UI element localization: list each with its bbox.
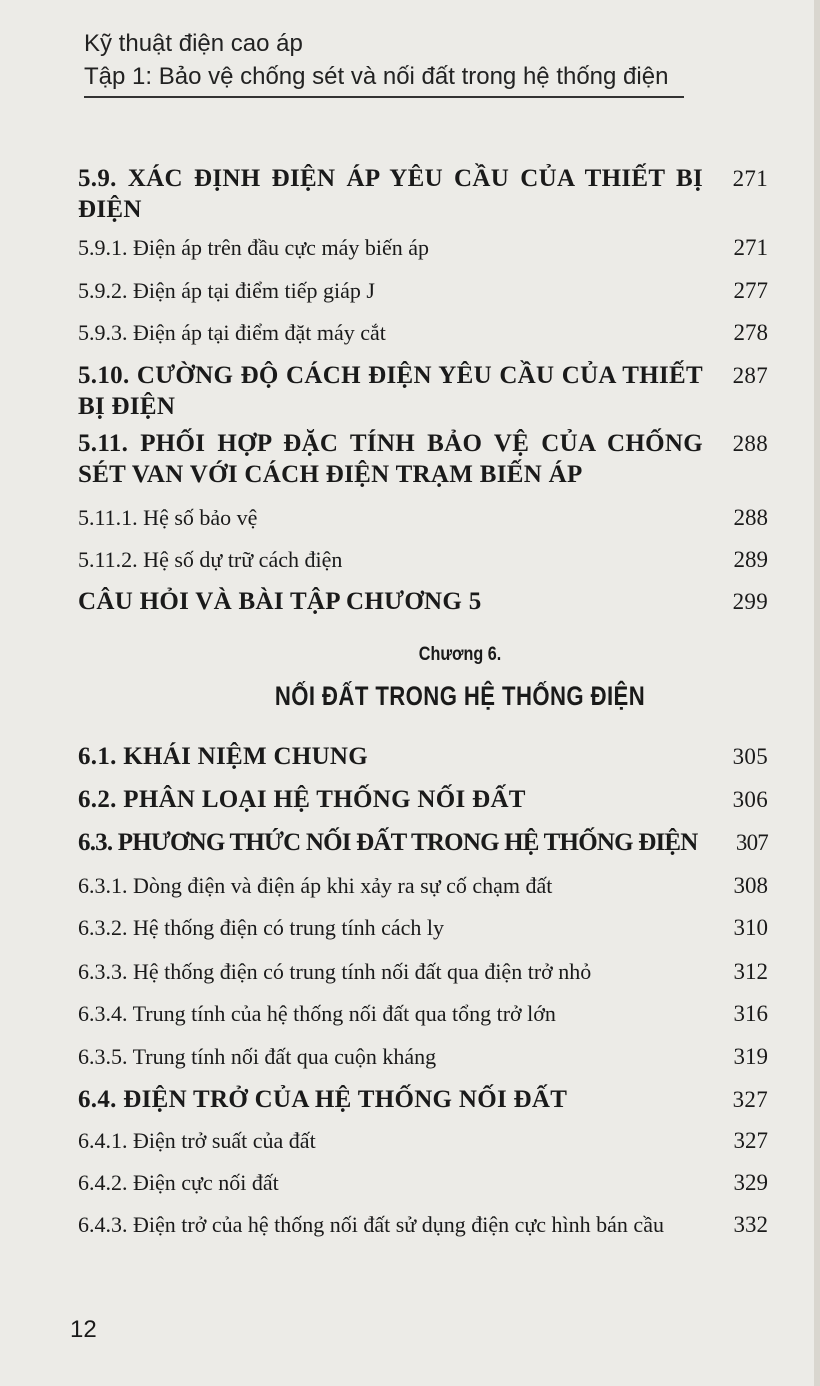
toc-entry-title: 5.11.2. Hệ số dự trữ cách điện (78, 547, 343, 572)
toc-entry-6-4-3[interactable] (78, 1210, 768, 1240)
toc-entry-6-4[interactable] (78, 1084, 768, 1115)
toc-entry-title: 6.4.2. Điện cực nối đất (78, 1170, 279, 1195)
toc-entry-page: 329 (733, 1170, 768, 1195)
chapter-number: Chương 6. (418, 644, 502, 665)
toc-entry-5-11[interactable] (78, 428, 768, 490)
toc-entry-page: 327 (733, 1128, 768, 1153)
toc-entry-title: 6.1. KHÁI NIỆM CHUNG (78, 743, 369, 770)
toc-entry-page: 278 (733, 320, 768, 345)
toc-entry-page: 271 (733, 235, 768, 260)
toc-entry-page: 312 (733, 959, 768, 984)
toc-entry-page: 310 (733, 915, 768, 940)
toc-entry-page: 327 (732, 1087, 768, 1112)
toc-entry-6-2[interactable] (78, 784, 768, 815)
toc-entry-6-3-3[interactable] (78, 957, 768, 987)
toc-entry-page: 299 (732, 589, 768, 614)
toc-entry-6-3-5[interactable] (78, 1042, 768, 1072)
toc-entry-title: 5.11.1. Hệ số bảo vệ (78, 505, 258, 530)
book-subtitle: Tập 1: Bảo vệ chống sét và nối đất trong hệ thống điện (84, 60, 684, 98)
toc-entry-title: 6.3. PHƯƠNG THỨC NỐI ĐẤT TRONG HỆ THỐNG ĐIỆN (78, 829, 698, 856)
toc-entry-page: 288 (732, 431, 768, 456)
toc-entry-title: 5.10. CƯỜNG ĐỘ CÁCH ĐIỆN YÊU CẦU CỦA THIẾT BỊ ĐIỆN (78, 362, 703, 420)
toc-entry-title: 6.3.4. Trung tính của hệ thống nối đất qua tổng trở lớn (78, 1001, 556, 1026)
toc-entry-title: CÂU HỎI VÀ BÀI TẬP CHƯƠNG 5 (78, 588, 482, 615)
toc-entry-title: 6.3.1. Dòng điện và điện áp khi xảy ra sự cố chạm đất (78, 873, 553, 898)
toc-entry-title: 6.2. PHÂN LOẠI HỆ THỐNG NỐI ĐẤT (78, 786, 526, 813)
toc-entry-5-9-3[interactable] (78, 318, 768, 348)
toc-entry-title: 6.4.3. Điện trở của hệ thống nối đất sử dụng điện cực hình bán cầu (78, 1212, 664, 1237)
toc-entry-page: 308 (733, 873, 768, 898)
toc-entry-page: 288 (733, 505, 768, 530)
toc-entry-title: 5.9. XÁC ĐỊNH ĐIỆN ÁP YÊU CẦU CỦA THIẾT BỊ ĐIỆN (78, 165, 703, 223)
toc-entry-title: 5.11. PHỐI HỢP ĐẶC TÍNH BẢO VỆ CỦA CHỐNG SÉT VAN VỚI CÁCH ĐIỆN TRẠM BIẾN ÁP (78, 430, 703, 488)
toc-entry-5-9-1[interactable] (78, 233, 768, 263)
toc-entry-6-3-2[interactable] (78, 913, 768, 943)
toc-entry-page: 277 (733, 278, 768, 303)
book-title: Kỹ thuật điện cao áp (84, 30, 303, 57)
toc-entry-5-9[interactable] (78, 163, 768, 225)
toc-entry-page: 287 (732, 363, 768, 388)
running-head (84, 28, 684, 98)
toc-entry-5-9-2[interactable] (78, 276, 768, 306)
toc-entry-6-4-1[interactable] (78, 1126, 768, 1156)
toc-entry-6-3-1[interactable] (78, 871, 768, 901)
page-edge (814, 0, 820, 1386)
toc-entry-title: 5.9.2. Điện áp tại điểm tiếp giáp J (78, 278, 375, 303)
toc-entry-6-1[interactable] (78, 741, 768, 772)
toc-entry-6-3[interactable] (78, 827, 768, 858)
page-number: 12 (70, 1316, 97, 1343)
toc-entry-page: 289 (733, 547, 768, 572)
toc-entry-page: 305 (732, 744, 768, 769)
toc-entry-page: 307 (735, 830, 768, 855)
toc-entry-title: 5.9.3. Điện áp tại điểm đặt máy cắt (78, 320, 386, 345)
toc-entry-page: 271 (732, 166, 768, 191)
chapter-title: NỐI ĐẤT TRONG HỆ THỐNG ĐIỆN (274, 681, 646, 711)
toc-entry-page: 316 (733, 1001, 768, 1026)
toc-entry-chapter5-exercises[interactable] (78, 586, 768, 617)
toc-entry-title: 6.4.1. Điện trở suất của đất (78, 1128, 316, 1153)
toc-entry-5-11-2[interactable] (78, 545, 768, 575)
toc-entry-5-11-1[interactable] (78, 503, 768, 533)
toc-entry-title: 6.4. ĐIỆN TRỞ CỦA HỆ THỐNG NỐI ĐẤT (78, 1086, 568, 1113)
toc-entry-page: 332 (733, 1212, 768, 1237)
toc-entry-page: 319 (733, 1044, 768, 1069)
toc-entry-title: 6.3.2. Hệ thống điện có trung tính cách ly (78, 915, 444, 940)
toc-entry-title: 6.3.5. Trung tính nối đất qua cuộn kháng (78, 1044, 437, 1069)
toc-entry-5-10[interactable] (78, 360, 768, 422)
toc-entry-page: 306 (732, 787, 768, 812)
toc-entry-title: 6.3.3. Hệ thống điện có trung tính nối đất qua điện trở nhỏ (78, 959, 592, 984)
toc-entry-6-4-2[interactable] (78, 1168, 768, 1198)
toc-entry-6-3-4[interactable] (78, 999, 768, 1029)
toc-entry-title: 5.9.1. Điện áp trên đầu cực máy biến áp (78, 235, 429, 260)
